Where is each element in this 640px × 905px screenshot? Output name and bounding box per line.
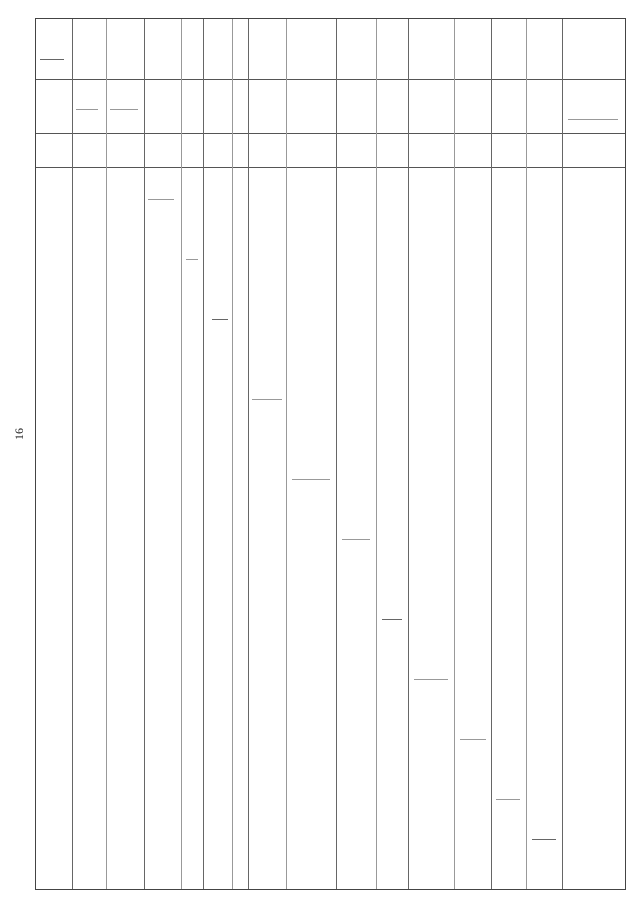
table-cell-text bbox=[414, 679, 448, 680]
table-cell-text bbox=[568, 119, 618, 120]
data-table bbox=[35, 18, 626, 890]
table-column-separator bbox=[491, 19, 492, 889]
table-cell-text bbox=[252, 399, 282, 400]
table-cell-text bbox=[292, 479, 330, 480]
table-column-separator bbox=[408, 19, 409, 889]
table-header-separator bbox=[36, 167, 625, 168]
table-column-separator bbox=[144, 19, 145, 889]
table-column-separator bbox=[72, 19, 73, 889]
table-column-separator bbox=[562, 19, 563, 889]
table-column-separator bbox=[203, 19, 204, 889]
table-cell-text bbox=[496, 799, 520, 800]
table-cell-text bbox=[110, 109, 138, 110]
table-cell-text bbox=[76, 109, 98, 110]
table-cell-text bbox=[148, 199, 174, 200]
table-column-separator bbox=[181, 19, 182, 889]
table-column-separator bbox=[454, 19, 455, 889]
table-column-separator bbox=[526, 19, 527, 889]
table-header-separator bbox=[36, 133, 625, 134]
table-cell-text bbox=[40, 59, 64, 60]
table-cell-text bbox=[186, 259, 198, 260]
table-column-separator bbox=[232, 19, 233, 889]
table-column-separator bbox=[376, 19, 377, 889]
table-cell-text bbox=[460, 739, 486, 740]
page-number: 16 bbox=[12, 428, 26, 440]
table-cell-text bbox=[532, 839, 556, 840]
table-column-separator bbox=[248, 19, 249, 889]
table-column-separator bbox=[106, 19, 107, 889]
table-cell-text bbox=[382, 619, 402, 620]
table-header-separator bbox=[36, 79, 625, 80]
table-column-separator bbox=[336, 19, 337, 889]
table-cell-text bbox=[342, 539, 370, 540]
table-column-separator bbox=[286, 19, 287, 889]
table-cell-text bbox=[212, 319, 228, 320]
